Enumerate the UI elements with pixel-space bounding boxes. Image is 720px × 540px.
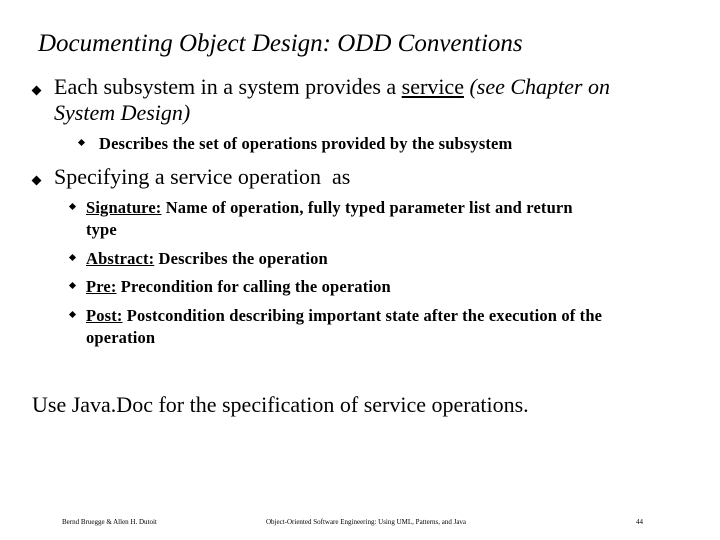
sub-bullet-icon <box>69 203 76 210</box>
closing-statement: Use Java.Doc for the specification of service operations. <box>32 392 529 417</box>
bullet-specifying: Specifying a service operation as <box>54 164 351 189</box>
sub-bullet-icon <box>78 139 85 146</box>
bullet-diamond-icon <box>32 86 42 96</box>
footer-page-number: 44 <box>636 518 643 526</box>
footer-authors: Bernd Bruegge & Allen H. Dutoit <box>62 518 157 526</box>
sub-item-post: Post: Postcondition describing important state after the execution of the operation <box>86 306 603 347</box>
sub-item-pre: Pre: Precondition for calling the operation <box>86 277 391 296</box>
service-term: service <box>401 74 464 99</box>
sub-bullet-icon <box>69 254 76 261</box>
sub-item-abstract: Abstract: Describes the operation <box>86 249 328 268</box>
sub-item-describes: Describes the set of operations provided by the subsystem <box>99 134 513 153</box>
slide-title: Documenting Object Design: ODD Conventions <box>38 30 523 57</box>
sub-item-signature: Signature: Name of operation, fully typed parameter list and return type <box>86 198 573 239</box>
bullet-service: Each subsystem in a system provides a service (see Chapter on System Design) <box>54 74 610 125</box>
sub-bullet-icon <box>69 311 76 318</box>
bullet-diamond-icon <box>32 176 42 186</box>
sub-bullet-icon <box>69 282 76 289</box>
footer-book-title: Object-Oriented Software Engineering: Using UML, Patterns, and Java <box>266 518 467 526</box>
